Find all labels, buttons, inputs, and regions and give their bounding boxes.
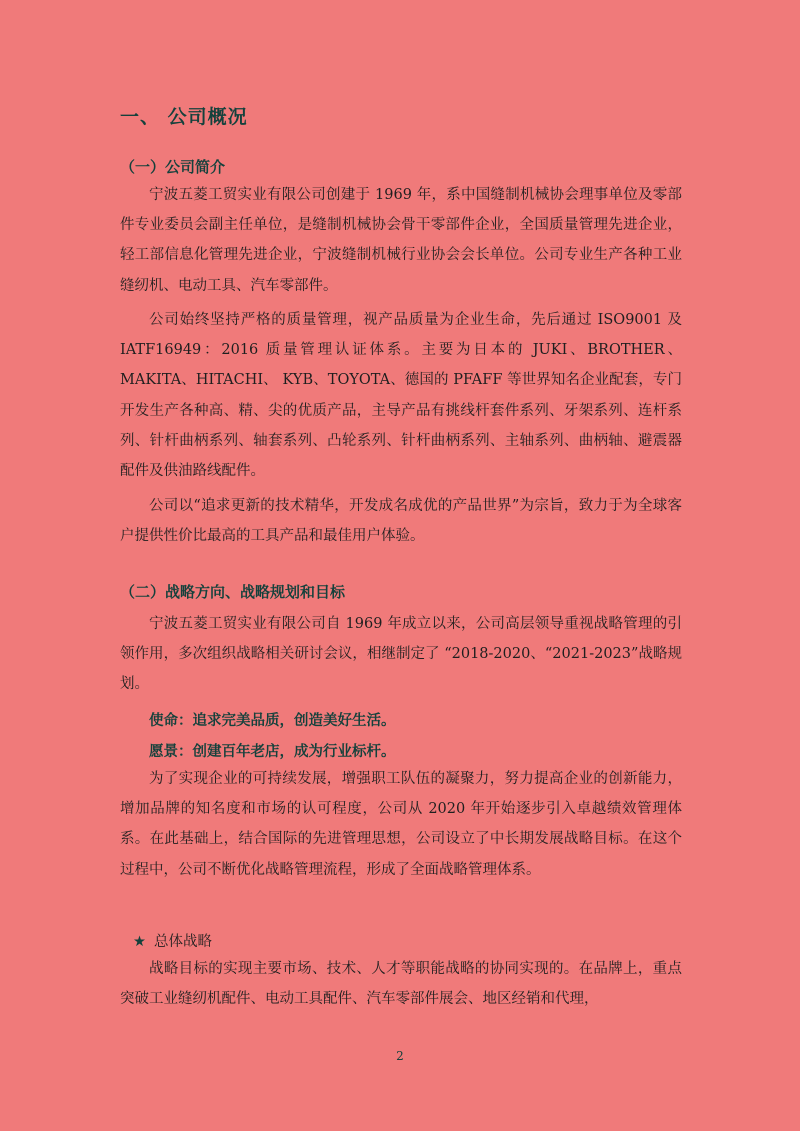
subsection-title-company-intro: （一）公司简介 bbox=[120, 158, 226, 176]
vision-statement: 愿景：创建百年老店，成为行业标杆。 bbox=[149, 743, 396, 760]
subsection-title-strategy: （二）战略方向、战略规划和目标 bbox=[120, 583, 346, 601]
paragraph-company-intro-2: 公司始终坚持严格的质量管理，视产品质量为企业生命，先后通过 ISO9001 及 IATF16949：2016 质量管理认证体系。主要为日本的 JUKI、BROTHER、MAKITA、HITACHI、 KYB、TOYOTA、德国的 PFAFF 等世界知名企业配套，专门开发生产各种高、精、尖的优质产品，主导产品有挑线杆套件系列、牙架系列、连杆系列、针杆曲柄系列、轴套系列、凸轮系列、针杆曲柄系列、主轴系列、曲柄轴、避震器配件及供油路线配件。 bbox=[120, 312, 682, 480]
mission-statement: 使命：追求完美品质，创造美好生活。 bbox=[149, 712, 396, 729]
overall-strategy-label: 总体战略 bbox=[154, 934, 212, 950]
paragraph-company-intro-1: 宁波五菱工贸实业有限公司创建于 1969 年，系中国缝制机械协会理事单位及零部件专业委员会副主任单位，是缝制机械协会骨干零部件企业，全国质量管理先进企业，轻工部信息化管理先进企业，宁波缝制机械行业协会会长单位。公司专业生产各种工业缝纫机、电动工具、汽车零部件。 bbox=[120, 187, 682, 294]
paragraph-strategy-1: 宁波五菱工贸实业有限公司自 1969 年成立以来，公司高层领导重视战略管理的引领作用，多次组织战略相关研讨会议，相继制定了 “2018-2020、“2021-2023”战略规划。 bbox=[120, 616, 682, 693]
section-title: 一、 公司概况 bbox=[120, 106, 248, 128]
paragraph-company-intro-3: 公司以“追求更新的技术精华，开发成名成优的产品世界”为宗旨，致力于为全球客户提供性价比最高的工具产品和最佳用户体验。 bbox=[120, 498, 682, 545]
star-icon: ★ bbox=[133, 934, 146, 950]
paragraph-strategy-3: 战略目标的实现主要市场、技术、人才等职能战略的协同实现的。在品牌上，重点突破工业缝纫机配件、电动工具配件、汽车零部件展会、地区经销和代理， bbox=[120, 961, 682, 1008]
overall-strategy-heading bbox=[133, 930, 212, 951]
paragraph-strategy-2: 为了实现企业的可持续发展，增强职工队伍的凝聚力，努力提高企业的创新能力，增加品牌的知名度和市场的认可程度，公司从 2020 年开始逐步引入卓越绩效管理体系。在此基础上，结合国际的先进管理思想，公司设立了中长期发展战略目标。在这个过程中，公司不断优化战略管理流程，形成了全面战略管理体系。 bbox=[120, 771, 682, 878]
page-number: 2 bbox=[396, 1049, 404, 1063]
